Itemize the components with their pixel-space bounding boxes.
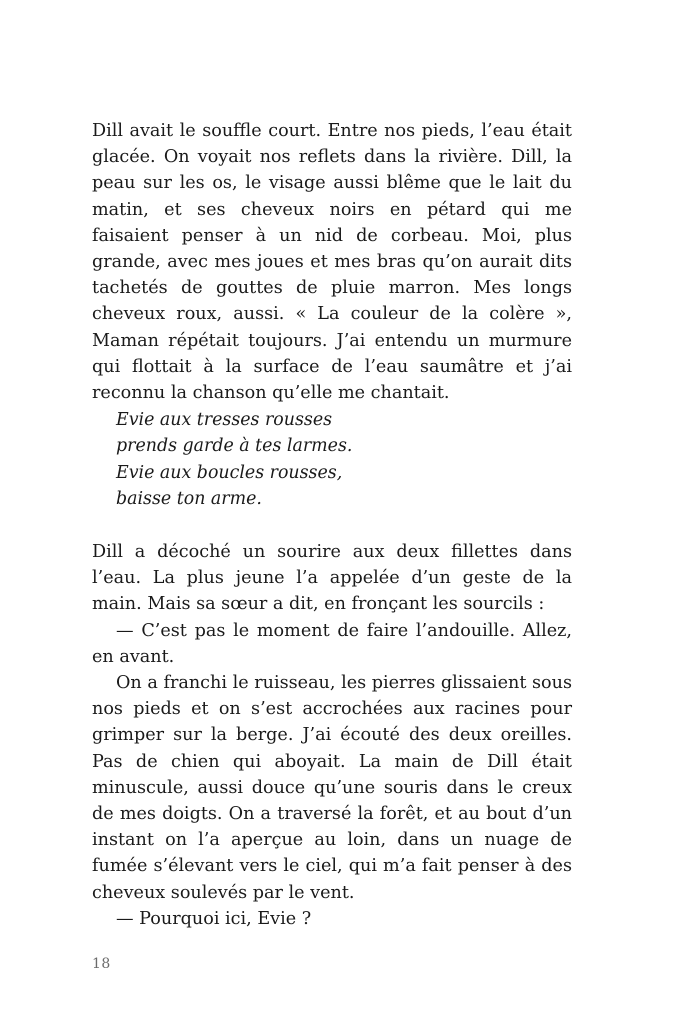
verse-line: prends garde à tes larmes. [116, 436, 353, 457]
page-number: 18 [92, 956, 111, 972]
verse-line: Evie aux tresses rousses [116, 410, 333, 430]
paragraph-text: On a franchi le ruisseau, les pierres glissaient sous nos pieds et on s’est accrochées aux racines pour grimper sur la berge. J’ai écouté des deux oreilles. Pas de chien qui aboyait. La main de Dill était minuscule, aussi douce qu’une souris dans le creux de mes doigts. On a traversé la forêt, et au bout d’un instant on l’a aperçue au loin, dans un nuage de fumée s’élevant vers le ciel, qui m’a fait penser à des cheveux soulevés par le vent. [92, 673, 572, 903]
song-verse [116, 407, 352, 512]
verse-line: baisse ton arme. [116, 488, 262, 509]
paragraph-text: Dill a décoché un sourire aux deux fillettes dans l’eau. La plus jeune l’a appelée d’un geste de la main. Mais sa sœur a dit, en fronçant les sourcils : [92, 542, 572, 615]
paragraph-opening [92, 118, 572, 406]
body-text [92, 539, 572, 932]
dialogue-line: — C’est pas le moment de faire l’andouille. Allez, en avant. [92, 620, 572, 667]
paragraph-text: Dill avait le souffle court. Entre nos pieds, l’eau était glacée. On voyait nos reflets dans la rivière. Dill, la peau sur les os, le visage aussi blême que le lait du matin, et ses cheveux noirs en pétard qui me faisaient penser à un nid de corbeau. Moi, plus grande, avec mes joues et mes bras qu’on aurait dits tachetés de gouttes de pluie marron. Mes longs cheveux roux, aussi. « La couleur de la colère », Maman répétait toujours. J’ai entendu un murmure qui flottait à la surface de l’eau saumâtre et j’ai reconnu la chanson qu’elle me chantait. [92, 121, 572, 404]
verse-line: Evie aux boucles rousses, [116, 462, 343, 483]
dialogue-line: — Pourquoi ici, Evie ? [116, 908, 312, 929]
